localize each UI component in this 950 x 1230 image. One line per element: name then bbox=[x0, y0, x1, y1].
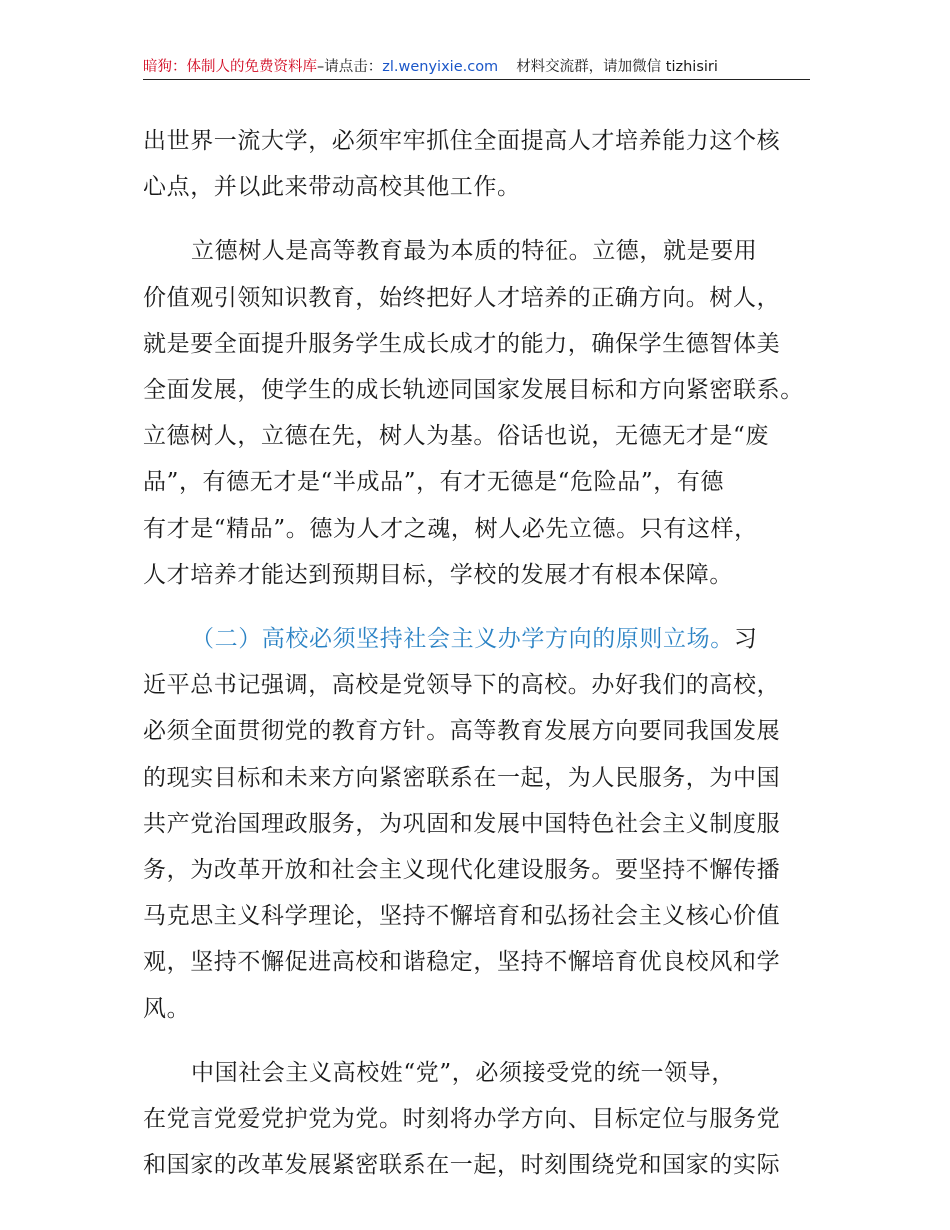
header-url-link[interactable]: zl.wenyixie.com bbox=[382, 59, 499, 75]
heading-line-rest: 习 bbox=[733, 626, 758, 653]
paragraph-2 bbox=[143, 228, 823, 598]
header-brand: 暗狗：体制人的免费资料库 bbox=[143, 59, 317, 75]
text-line: 观，坚持不懈促进高校和谐稳定，坚持不懈培育优良校风和学 bbox=[143, 949, 781, 976]
text-line: 立德树人是高等教育最为本质的特征。立德，就是要用 bbox=[191, 238, 758, 265]
text-line: 和国家的改革发展紧密联系在一起，时刻围绕党和国家的实际 bbox=[143, 1152, 781, 1179]
text-line: 在党言党爱党护党为党。时刻将办学方向、目标定位与服务党 bbox=[143, 1106, 781, 1133]
header-click-prompt: –请点击： bbox=[317, 59, 383, 75]
page-header bbox=[143, 55, 810, 80]
text-line: 立德树人，立德在先，树人为基。俗话也说，无德无才是“废 bbox=[143, 423, 769, 450]
text-line: 出世界一流大学，必须牢牢抓住全面提高人才培养能力这个核 bbox=[143, 128, 781, 154]
text-line: 的现实目标和未来方向紧密联系在一起，为人民服务，为中国 bbox=[143, 764, 781, 791]
text-line: 价值观引领知识教育，始终把好人才培养的正确方向。树人， bbox=[143, 284, 781, 311]
text-line: 务，为改革开放和社会主义现代化建设服务。要坚持不懈传播 bbox=[143, 857, 781, 884]
text-line: 风。 bbox=[143, 995, 191, 1022]
paragraph-4 bbox=[143, 1050, 823, 1189]
text-line: 共产党治国理政服务，为巩固和发展中国特色社会主义制度服 bbox=[143, 810, 781, 837]
text-line: 就是要全面提升服务学生成长成才的能力，确保学生德智体美 bbox=[143, 330, 781, 357]
section-heading: （二）高校必须坚持社会主义办学方向的原则立场。 bbox=[191, 626, 734, 653]
text-line: 马克思主义科学理论，坚持不懈培育和弘扬社会主义核心价值 bbox=[143, 903, 781, 930]
text-line: 心点，并以此来带动高校其他工作。 bbox=[143, 174, 521, 201]
paragraph-3 bbox=[143, 616, 823, 1032]
text-line: 有才是“精品”。德为人才之魂，树人必先立德。只有这样， bbox=[143, 515, 758, 542]
header-group-text: 材料交流群，请加微信 tizhisiri bbox=[516, 59, 718, 75]
text-line: 中国社会主义高校姓“党”，必须接受党的统一领导， bbox=[191, 1059, 735, 1086]
text-line: 品”，有德无才是“半成品”，有才无德是“危险品”，有德 bbox=[143, 469, 724, 496]
text-line: 必须全面贯彻党的教育方针。高等教育发展方向要同我国发展 bbox=[143, 718, 781, 745]
document-body bbox=[143, 118, 823, 1188]
text-line: 人才培养才能达到预期目标，学校的发展才有根本保障。 bbox=[143, 561, 733, 588]
text-line bbox=[143, 616, 823, 662]
text-line: 近平总书记强调，高校是党领导下的高校。办好我们的高校， bbox=[143, 672, 781, 699]
paragraph-1 bbox=[143, 118, 823, 210]
text-line: 全面发展，使学生的成长轨迹同国家发展目标和方向紧密联系。 bbox=[143, 377, 804, 404]
